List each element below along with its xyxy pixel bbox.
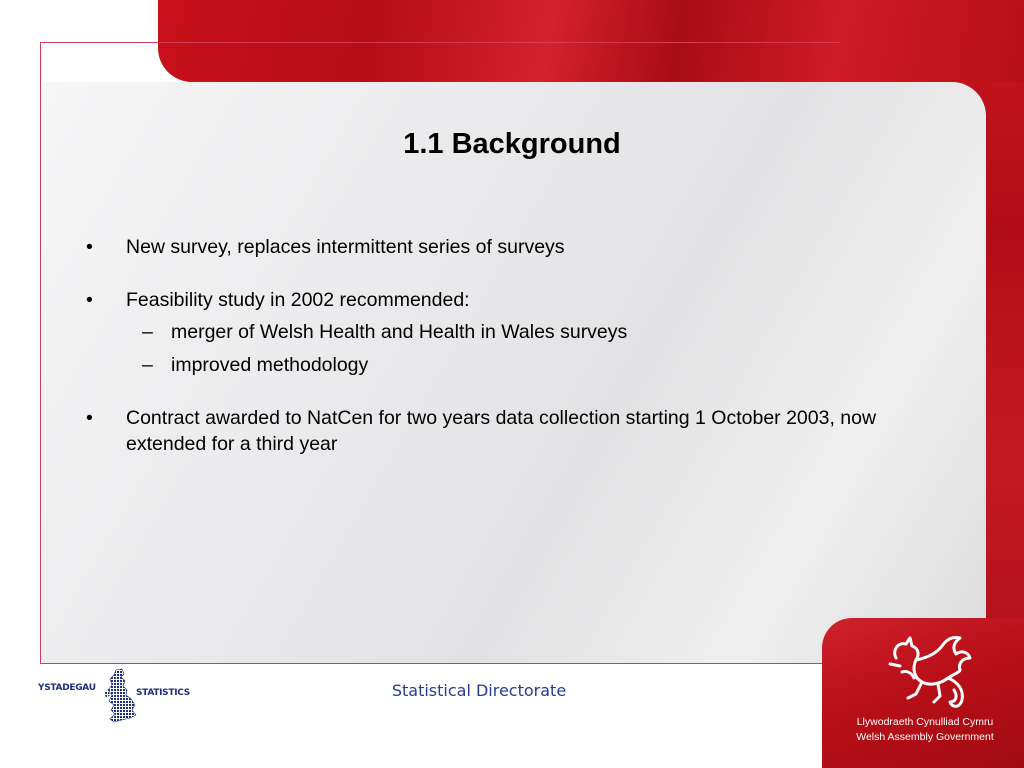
sub-bullet-text: improved methodology [171, 354, 369, 376]
bullet-list [86, 234, 906, 484]
statistics-wordmark: STATISTICS [136, 688, 190, 698]
bullet-marker: • [86, 289, 93, 311]
bullet-item [86, 234, 906, 260]
sub-bullet-marker: – [142, 321, 153, 343]
bullet-text: Contract awarded to NatCen for two years data collection starting 1 October 2003, now extended for a third year [126, 407, 877, 455]
ystadegau-wordmark: YSTADEGAU [38, 683, 96, 693]
footer-directorate-label: Statistical Directorate [391, 681, 567, 700]
sub-bullet-text: merger of Welsh Health and Health in Wales surveys [171, 321, 628, 343]
sub-bullet-item [86, 352, 906, 378]
bullet-text: New survey, replaces intermittent series of surveys [126, 236, 565, 258]
bullet-marker: • [86, 407, 93, 429]
slide-title: 1.1 Background [403, 128, 621, 160]
bullet-text: Feasibility study in 2002 recommended: [126, 289, 470, 311]
english-name-line: Welsh Assembly Government [856, 731, 994, 743]
welsh-assembly-government-logo [840, 628, 1010, 758]
sub-bullet-item [86, 319, 906, 345]
bullet-item [86, 287, 906, 378]
sub-bullet-marker: – [142, 354, 153, 376]
welsh-dragon-icon [878, 628, 978, 714]
bullet-marker: • [86, 236, 93, 258]
sub-bullet-list [126, 319, 906, 378]
bullet-item [86, 405, 906, 457]
welsh-name-line: Llywodraeth Cynulliad Cymru [856, 716, 994, 728]
